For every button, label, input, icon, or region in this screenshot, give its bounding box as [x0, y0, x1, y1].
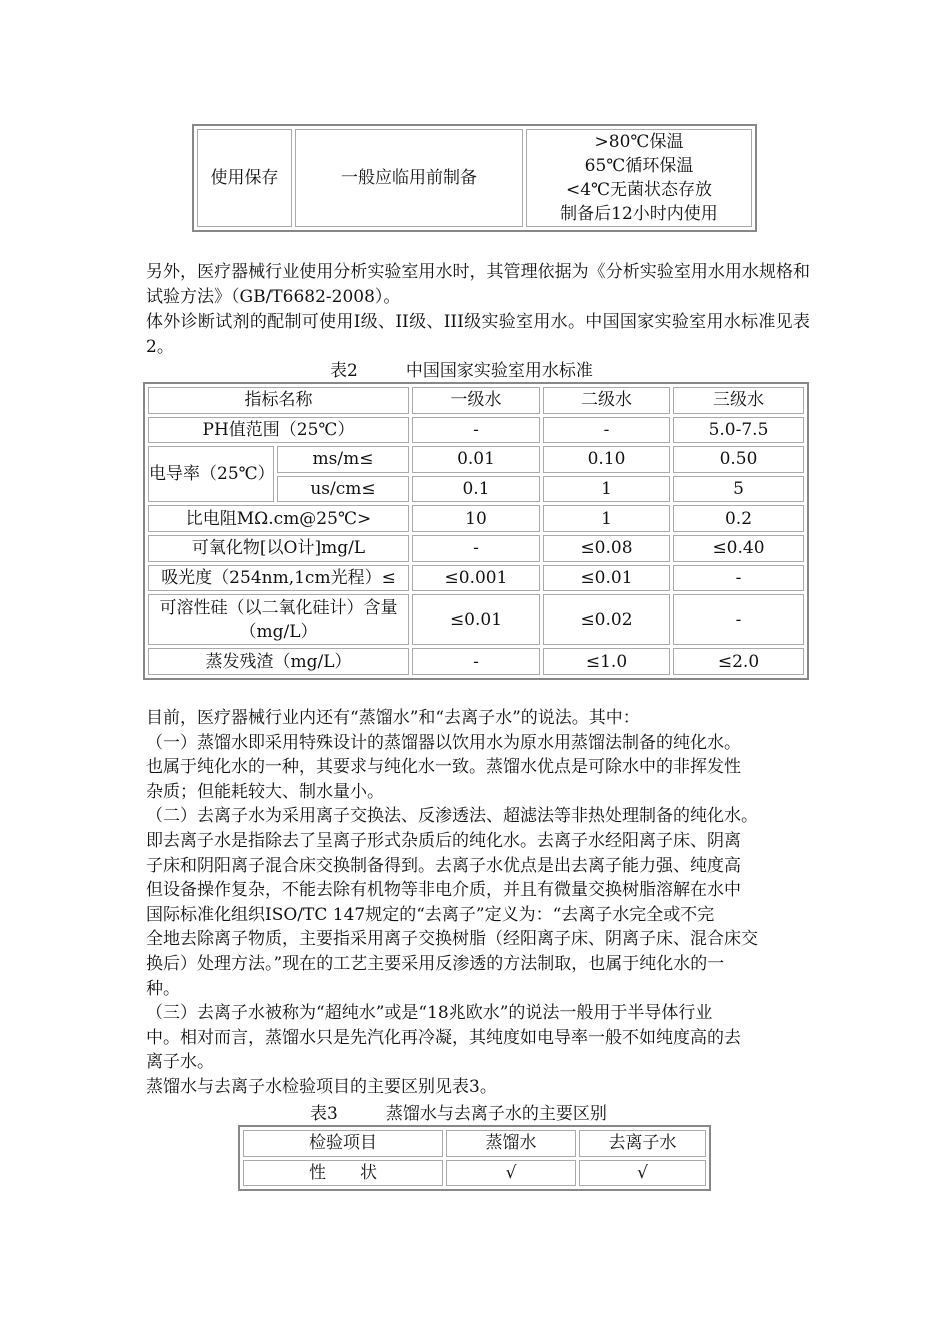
column-header: 三级水 [673, 387, 804, 414]
row-label: 性 状 [243, 1160, 443, 1187]
condition-line: >80℃保温 [594, 132, 684, 152]
table-row [243, 1160, 706, 1187]
conditions-cell [526, 129, 752, 227]
condition-line: 制备后12小时内使用 [560, 204, 718, 224]
table-row [148, 417, 804, 444]
caption-title: 蒸馏水与去离子水的主要区别 [385, 1104, 607, 1124]
row-label: 吸光度（254nm,1cm光程）≤ [148, 565, 409, 592]
table-cell: √ [446, 1160, 576, 1187]
table-cell: √ [579, 1160, 706, 1187]
text-line: 即去离子水是指除去了呈离子形式杂质后的纯化水。去离子水经阳离子床、阴离 [146, 830, 741, 851]
table-cell: 0.1 [412, 476, 540, 503]
table-row [148, 565, 804, 592]
column-header: 指标名称 [148, 387, 409, 414]
table-row [148, 505, 804, 532]
text-line: 种。 [146, 978, 180, 999]
row-label: 比电阻MΩ.cm@25℃> [148, 505, 409, 532]
table-cell: ≤0.08 [543, 535, 670, 562]
row-label-line: 可溶性硅（以二氧化硅计）含量 [159, 597, 398, 618]
row-label: 蒸发残渣（mg/L） [148, 648, 409, 675]
text-line: 蒸馏水与去离子水检验项目的主要区别见表3。 [146, 1076, 497, 1097]
table-row [197, 129, 752, 227]
table2-caption [330, 360, 593, 382]
table-cell: - [412, 417, 540, 444]
paragraph-ivd-water: 体外诊断试剂的配制可使用Ⅰ级、II级、III级实验室用水。中国国家实验室用水标准见表2。 [146, 312, 810, 357]
column-header: 二级水 [543, 387, 670, 414]
text-line: 也属于纯化水的一种，其要求与纯化水一致。蒸馏水优点是可除水中的非挥发性 [146, 757, 741, 778]
row-label: 使用保存 [197, 129, 292, 227]
row-unit: ms/m≤ [277, 446, 409, 473]
row-label-line: （mg/L） [239, 621, 318, 642]
table-cell: - [673, 565, 804, 592]
text-line: 离子水。 [146, 1052, 214, 1073]
column-header: 去离子水 [579, 1130, 706, 1157]
text-line: 全地去除离子物质，主要指采用离子交换树脂（经阳离子床、阴离子床、混合床交 [146, 929, 758, 950]
body-text [146, 706, 810, 1100]
water-standard-table [143, 382, 809, 680]
condition-line: 65℃循环保温 [584, 156, 694, 176]
row-label: 可氧化物[以O计]mg/L [148, 535, 409, 562]
table-cell: ≤2.0 [673, 648, 804, 675]
table-cell: - [543, 417, 670, 444]
table-cell: - [673, 594, 804, 645]
text-line: 子床和阴阳离子混合床交换制备得到。去离子水优点是出去离子能力强、纯度高 [146, 855, 741, 876]
text-line: 目前，医疗器械行业内还有“蒸馏水”和“去离子水”的说法。其中： [146, 708, 640, 728]
table-cell: ≤0.01 [412, 594, 540, 645]
table-header-row [148, 387, 804, 414]
table-cell: 5 [673, 476, 804, 503]
caption-number: 表3 [310, 1104, 338, 1124]
text-line: 杂质；但能耗较大、制水量小。 [146, 781, 384, 802]
column-header: 一级水 [412, 387, 540, 414]
table-row [148, 535, 804, 562]
caption-title: 中国国家实验室用水标准 [405, 361, 593, 381]
text-line: 国际标准化组织ISO/TC 147规定的“去离子”定义为：“去离子水完全或不完 [146, 904, 715, 925]
row-label [148, 594, 409, 645]
distilled-vs-deionized-table [238, 1125, 711, 1191]
table-row [148, 648, 804, 675]
table-cell: 10 [412, 505, 540, 532]
table-row [148, 594, 804, 645]
table-cell: - [412, 535, 540, 562]
table-cell: 1 [543, 505, 670, 532]
table-cell: - [412, 648, 540, 675]
table-cell: 0.10 [543, 446, 670, 473]
condition-line: <4℃无菌状态存放 [565, 180, 713, 200]
paragraph-management-basis: 另外，医疗器械行业使用分析实验室用水时，其管理依据为《分析实验室用水用水规格和试验方法》（GB/T6682-2008）。 [146, 262, 810, 307]
text-line: 中。相对而言，蒸馏水只是先汽化再冷凝，其纯度如电导率一般不如纯度高的去 [146, 1027, 741, 1048]
table-cell: 0.50 [673, 446, 804, 473]
method-cell: 一般应临用前制备 [295, 129, 523, 227]
table-cell: 0.2 [673, 505, 804, 532]
column-header: 检验项目 [243, 1130, 443, 1157]
table-header-row [243, 1130, 706, 1157]
text-line: （二）去离子水为采用离子交换法、反渗透法、超滤法等非热处理制备的纯化水。 [146, 806, 758, 827]
table3-caption [310, 1103, 607, 1125]
text-line: 换后）处理方法。”现在的工艺主要采用反渗透的方法制取，也属于纯化水的一 [146, 953, 725, 974]
column-header: 蒸馏水 [446, 1130, 576, 1157]
text-line: 但设备操作复杂，不能去除有机物等非电介质，并且有微量交换树脂溶解在水中 [146, 880, 741, 901]
table-cell: ≤0.001 [412, 565, 540, 592]
table-cell: ≤0.01 [543, 565, 670, 592]
table-cell: 1 [543, 476, 670, 503]
text-line: （一）蒸馏水即采用特殊设计的蒸馏器以饮用水为原水用蒸馏法制备的纯化水。 [146, 732, 741, 753]
row-unit: us/cm≤ [277, 476, 409, 503]
table-cell: ≤0.02 [543, 594, 670, 645]
caption-number: 表2 [330, 361, 358, 381]
row-group-label: 电导率（25℃） [148, 446, 274, 502]
table-row [148, 446, 804, 473]
row-label: PH值范围（25℃） [148, 417, 409, 444]
table-cell: ≤0.40 [673, 535, 804, 562]
table-cell: 5.0-7.5 [673, 417, 804, 444]
table-cell: ≤1.0 [543, 648, 670, 675]
storage-table [192, 124, 757, 232]
text-line: （三）去离子水被称为“超纯水”或是“18兆欧水”的说法一般用于半导体行业 [146, 1003, 713, 1024]
table-cell: 0.01 [412, 446, 540, 473]
